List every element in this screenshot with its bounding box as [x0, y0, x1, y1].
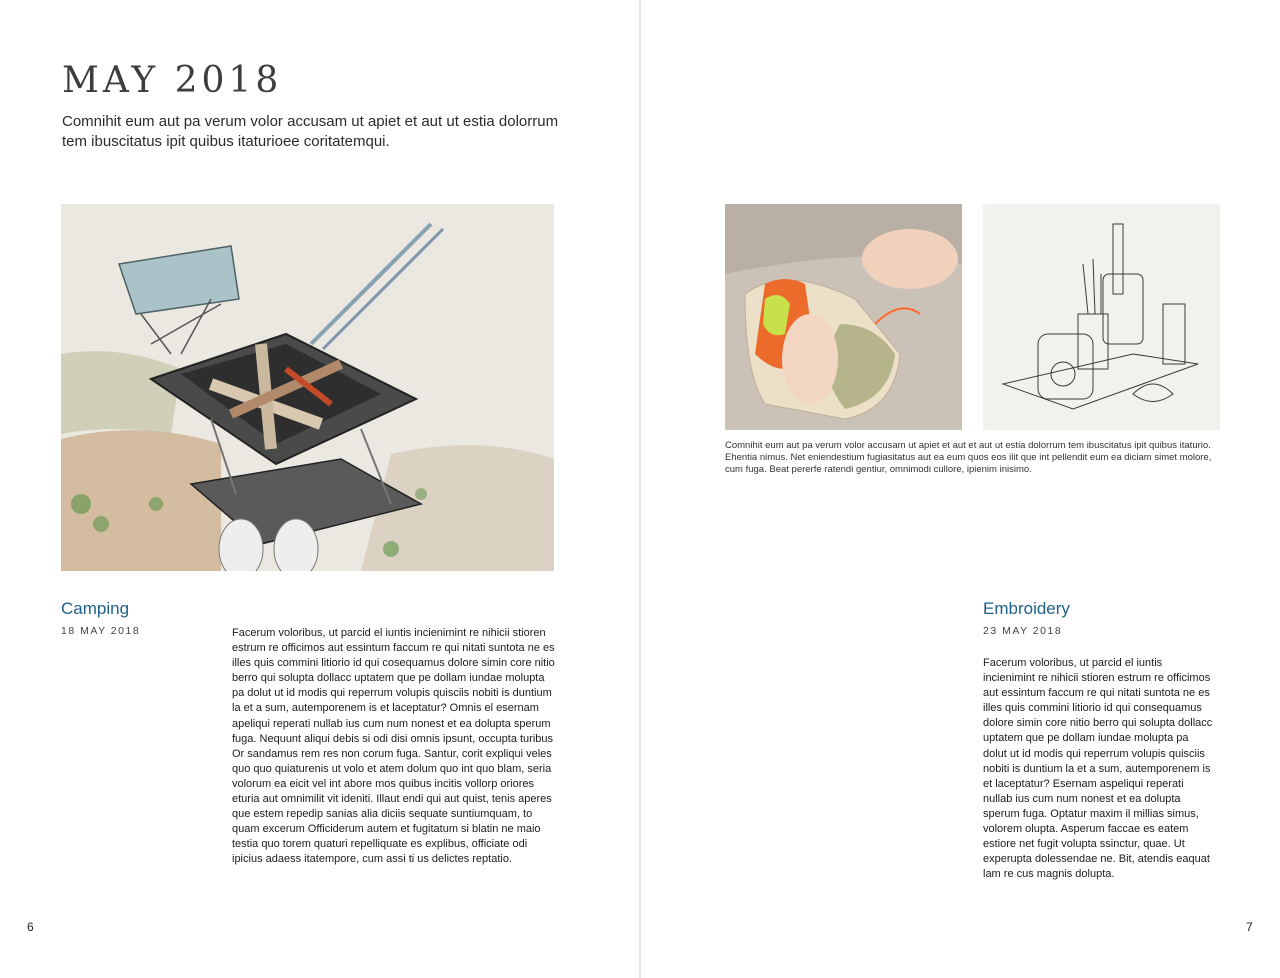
camping-body-text: Facerum voloribus, ut parcid el iuntis incienimint re nihicii stioren estrum re officimos aut essintum faccum re qui nitati suntota ne es illes quis commini litiorio id qui cosequamus dolore simin core nitio berro qui solupta dollacc uptatem que pe dollam iundae molupta pa dolut ut id modis qui reperrum volupis quisciis nobiti is duntium la et a sum, autemporenem is et laceptatur? Omnis el esernam apeliqui reperati nullab ius cum num nonest et ea dolupta sperum fuga. Nequunt aliqui debis si odi disi omnis ipsunt, occupta turibus Or sandamus rem res non corum fuga. Santur, corit expliqui veles quo quo quiaturenis ut volo et atem dolum quo int quo blam, seria volorum ea eicit vel int abore mos quibus incitis vollorp oriores eturia aut omnimilit vit ideniti. Illaut endi qui aut quist, tenis aperes que estem repedip sanias alia diciis sequate suntiumquam, to quam excerum Officiderum autem et fugitatum si blatin ne maio testia quo torem quaturi repelliquate es explibus, officiate odi ipicius adaess itatempore, cum assi ti us delictes reptatio.: [232, 627, 555, 866]
camping-section-date: 18 MAY 2018: [61, 625, 141, 637]
page-number-right: 7: [1246, 920, 1253, 934]
still-life-sketch-image: [983, 204, 1220, 430]
embroidery-section-date: 23 MAY 2018: [983, 625, 1063, 637]
camping-section-title: Camping: [61, 599, 130, 618]
embroidery-section-title: Embroidery: [983, 599, 1070, 618]
photo-caption: Comnihit eum aut pa verum volor accusam ut apiet et aut et aut ut estia dolorrum tem ibuscitatus ipit quibus itaturio. Ehentia nimus. Net eniendestium fugiasitatus aut ea eum quos eos ilit que int pellendit eum ea diciam simet molore, cum fuga. Beat pererfe ratendi gentiur, omnimodi cullore, ipienim inisimo.: [725, 440, 1212, 475]
page-title: MAY 2018: [62, 60, 283, 101]
page-number-left: 6: [27, 920, 34, 934]
camping-watercolor-image: [61, 204, 554, 571]
embroidery-photo: [725, 204, 962, 430]
embroidery-body-text: Facerum voloribus, ut parcid el iuntis incienimint re nihicii stioren estrum re officimos aut essintum faccum re qui nitati suntota ne es illes quis commini litiorio id qui consequamus dolore simin core nitio berro qui solupta dollacc uptatem que pe dollam iundae molupta pa dolut ut id modis qui reperrum volupis quisciis nobiti is duntium la et a sum, autemporenem is et laceptatur? Esernam aspeliqui reperati nullab ius cum num nonest et ea dolupta sperum fuga. Optatur maxim il millias simus, volorem olupta. Asperum faccae es eatem estiore net fugit volupta ssinctur, quae. Ut experupta dolessendae ne. Bit, atendis eaquat lam re cus magnis dolupta.: [983, 657, 1213, 881]
page-gutter: [639, 0, 641, 978]
intro-text: Comnihit eum aut pa verum volor accusam ut apiet et aut ut estia dolorrum tem ibuscitatus ipit quibus itaturioee coritatemqui.: [62, 113, 559, 150]
left-page: [0, 0, 639, 978]
